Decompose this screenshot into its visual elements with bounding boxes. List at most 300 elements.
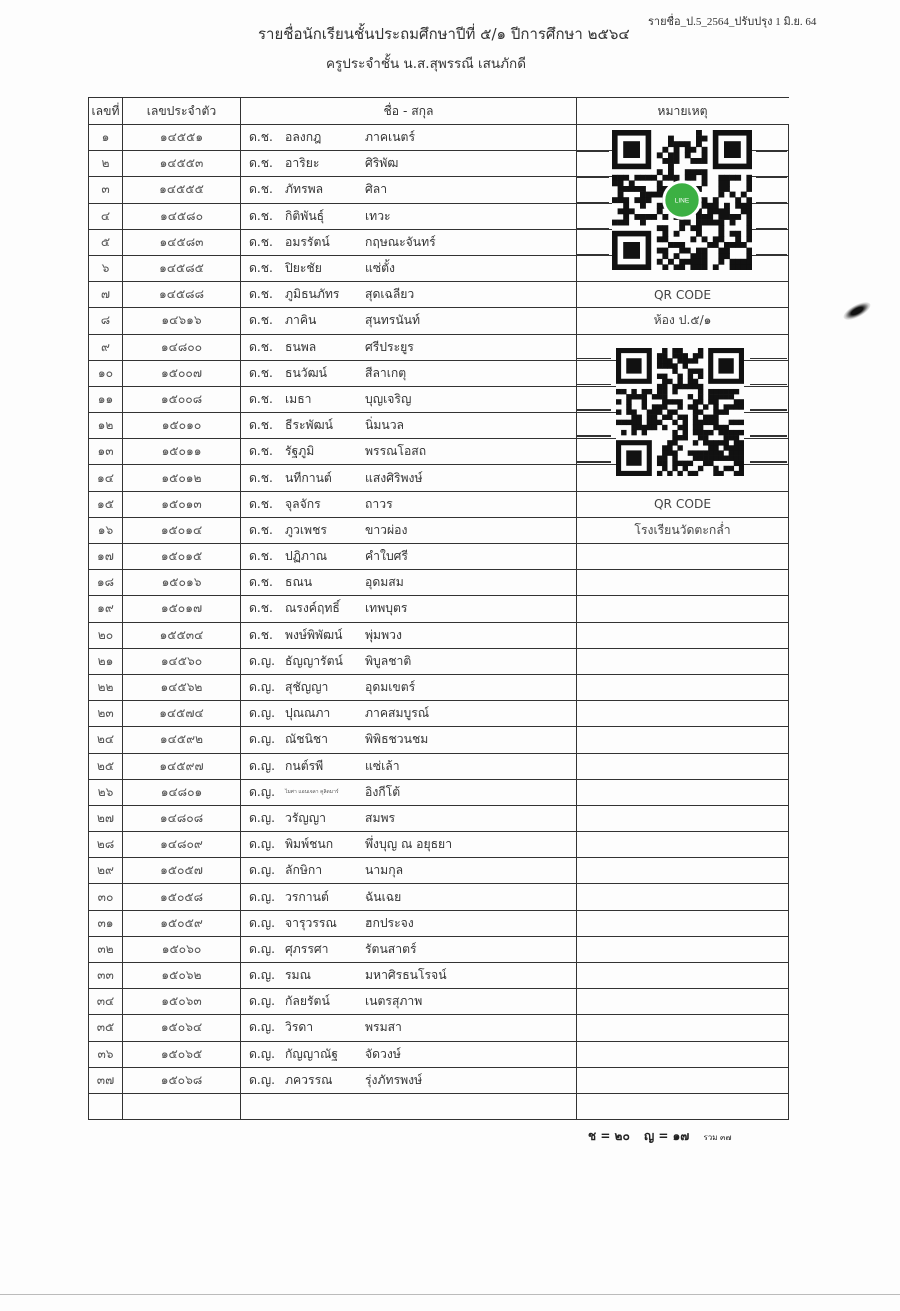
qr-module [690,225,696,231]
qr-module [662,147,668,153]
qr-module [662,353,667,358]
qr-module [735,197,741,203]
row-divider-stub [756,254,787,255]
qr-module [703,461,708,466]
qr-module [662,415,667,420]
qr-module [698,353,703,358]
qr-module [657,358,662,363]
qr-module [679,225,685,231]
qr-module [735,242,741,248]
qr-module [679,242,685,248]
qr-finder-pattern [619,443,650,474]
qr-module [631,425,636,430]
student-id: ๑๔๕๘๓ [123,229,241,255]
qr-module [616,420,621,425]
qr-module [735,231,741,237]
student-name [241,386,577,412]
qr-module [683,466,688,471]
qr-module [746,259,752,265]
student-number: ๖ [89,255,123,281]
qr-module [703,430,708,435]
qr-module [718,186,724,192]
last-name: ขาวผ่อง [365,522,408,537]
qr-module [657,404,662,409]
qr-module [667,379,672,384]
qr-module [696,253,702,259]
qr-module [702,158,708,164]
qr-module [685,147,691,153]
student-number: ๓๕ [89,1015,123,1041]
qr-module [696,158,702,164]
qr-module [618,186,624,192]
name-prefix: ด.ช. [249,234,273,249]
student-id: ๑๕๐๑๕ [123,544,241,570]
remark-cell: QR CODE [577,491,789,517]
remark-cell [577,570,789,596]
qr-module [718,471,723,476]
qr-module [698,430,703,435]
qr-module [746,197,752,203]
qr-module [702,136,708,142]
header-remark: หมายเหตุ [577,98,789,125]
qr-module [698,435,703,440]
qr-module [677,353,682,358]
student-name [241,570,577,596]
qr-finder-pattern [615,234,649,268]
qr-module [739,445,744,450]
qr-module [642,389,647,394]
qr-module [746,180,752,186]
qr-module [657,236,663,242]
qr-module [672,420,677,425]
qr-module [662,456,667,461]
student-name [241,622,577,648]
first-name: ธนวัฒน์ [285,365,327,380]
qr-module [674,242,680,248]
last-name: ถาวร [365,496,393,511]
qr-module [667,363,672,368]
student-id: ๑๕๐๑๐ [123,413,241,439]
last-name: นามกุล [365,863,404,878]
qr-module [746,253,752,259]
qr-module [688,450,693,455]
first-name: ภควรรณ [285,1072,333,1087]
qr-module [672,461,677,466]
qr-module [746,248,752,254]
qr-module [739,430,744,435]
name-prefix: ด.ญ. [249,994,276,1009]
first-name: ภูวเพชร [285,522,327,537]
remark-cell [577,1067,789,1093]
last-name: เทวะ [365,208,391,223]
qr-module [696,231,702,237]
name-prefix: ด.ญ. [249,680,276,695]
qr-module [677,445,682,450]
school-qr-code [616,348,744,476]
first-name: อมรรัตน์ [285,234,330,249]
name-prefix: ด.ช. [249,627,273,642]
last-name: ฉันเฉย [365,889,402,904]
qr-module [634,186,640,192]
qr-module [693,440,698,445]
qr-module [668,164,674,170]
qr-module [685,259,691,265]
last-name: ฮกประจง [365,915,414,930]
remark-cell [577,910,789,936]
qr-module [674,175,680,181]
qr-module [677,374,682,379]
name-prefix: ด.ญ. [249,915,276,930]
student-number [89,1093,123,1119]
qr-module [739,440,744,445]
qr-module [739,450,744,455]
qr-module [623,203,629,209]
student-name [241,255,577,281]
qr-module [718,456,723,461]
qr-module [724,466,729,471]
qr-module [718,253,724,259]
qr-module [724,203,730,209]
remark-cell [577,1041,789,1067]
qr-module [618,175,624,181]
qr-module [677,384,682,389]
qr-module [746,264,752,270]
qr-module [703,456,708,461]
last-name: สุนทรนันท์ [365,313,421,328]
name-prefix: ด.ช. [249,575,273,590]
qr-module [718,409,723,414]
first-name: ธนพล [285,339,317,354]
remark-cell [577,1015,789,1041]
first-name: ภูมิธนภัทร [285,287,340,302]
table-row [89,779,789,805]
qr-module [734,404,739,409]
qr-module [657,420,662,425]
qr-module [718,192,724,198]
student-id: ๑๕๐๑๗ [123,596,241,622]
row-divider-stub [750,435,787,436]
table-row [89,910,789,936]
qr-module [713,425,718,430]
last-name: จัดวงษ์ [365,1046,401,1061]
name-prefix: ด.ญ. [249,863,276,878]
last-name: พรรณโอสถ [365,444,427,459]
qr-module [730,231,736,237]
qr-module [683,435,688,440]
table-row [89,648,789,674]
qr-module [730,242,736,248]
qr-module [667,399,672,404]
student-number: ๓๒ [89,936,123,962]
student-id: ๑๕๐๑๖ [123,570,241,596]
table-row [89,622,789,648]
first-name: รมณ [285,968,311,983]
last-name: เนตรสุภาพ [365,994,423,1009]
qr-module [713,466,718,471]
qr-module [662,374,667,379]
student-id: ๑๕๐๑๓ [123,491,241,517]
qr-module [667,440,672,445]
name-prefix: ด.ช. [249,522,273,537]
row-divider-stub [577,358,611,359]
qr-module [734,445,739,450]
qr-module [674,264,680,270]
qr-module [693,456,698,461]
qr-module [746,231,752,237]
student-number: ๒๘ [89,832,123,858]
qr-module [618,192,624,198]
last-name: พรมสา [365,1020,402,1035]
student-name [241,1041,577,1067]
qr-module [718,259,724,265]
scan-edge-line [0,1294,900,1295]
qr-module [662,461,667,466]
qr-module [688,368,693,373]
qr-module [698,466,703,471]
row-divider-stub [577,461,611,462]
qr-module [698,425,703,430]
student-name [241,177,577,203]
qr-finder-pattern [619,351,650,382]
qr-module [672,456,677,461]
last-name: บุญเจริญ [365,391,412,406]
line-badge-text: LINE [674,197,690,205]
qr-module [696,225,702,231]
first-name: รัฐภูมิ [285,444,315,459]
student-name [241,1015,577,1041]
student-name [241,910,577,936]
qr-module [702,236,708,242]
student-number: ๑๘ [89,570,123,596]
qr-module [724,389,729,394]
student-number: ๒๗ [89,805,123,831]
student-name [241,1093,577,1119]
qr-module [667,415,672,420]
qr-module [640,192,646,198]
qr-module [693,404,698,409]
qr-module [696,136,702,142]
qr-module [724,242,730,248]
qr-module [698,389,703,394]
name-prefix: ด.ญ. [249,1046,276,1061]
qr-module [724,430,729,435]
qr-module [640,175,646,181]
qr-module [683,384,688,389]
remark-cell [577,701,789,727]
name-prefix: ด.ช. [249,261,273,276]
last-name: คำใบศรี [365,549,408,564]
qr-module [724,456,729,461]
remark-cell: ห้อง ป.๕/๑ [577,308,789,334]
qr-module [674,141,680,147]
qr-module [662,236,668,242]
qr-module [693,415,698,420]
student-number: ๕ [89,229,123,255]
name-prefix: ด.ช. [249,365,273,380]
line-logo-icon [664,182,700,218]
qr-module [707,208,713,214]
student-name [241,229,577,255]
qr-module [741,203,747,209]
table-row [89,1015,789,1041]
table-row [89,491,789,517]
qr-module [734,430,739,435]
qr-module [693,368,698,373]
qr-module [730,220,736,226]
student-id [123,1093,241,1119]
last-name: กฤษณะจันทร์ [365,234,436,249]
qr-module [703,450,708,455]
ink-smudge [841,299,873,324]
name-prefix: ด.ญ. [249,810,276,825]
name-prefix: ด.ช. [249,601,273,616]
qr-module [724,208,730,214]
name-prefix: ด.ช. [249,287,273,302]
qr-module [618,180,624,186]
qr-module [729,445,734,450]
name-prefix: ด.ช. [249,156,273,171]
qr-module [662,425,667,430]
qr-module [724,404,729,409]
first-name: ปฏิภาณ [285,549,328,564]
qr-module [623,186,629,192]
qr-module [708,420,713,425]
qr-module [702,264,708,270]
student-number: ๓๑ [89,910,123,936]
qr-module [674,147,680,153]
qr-module [708,389,713,394]
remark-cell [577,989,789,1015]
student-name [241,282,577,308]
student-number: ๑๑ [89,386,123,412]
qr-module [734,440,739,445]
student-name [241,727,577,753]
qr-module [698,450,703,455]
qr-module [693,471,698,476]
qr-module [623,208,629,214]
qr-module [739,461,744,466]
student-number: ๑๔ [89,465,123,491]
qr-module [713,242,719,248]
qr-module [746,214,752,220]
table-row [89,282,789,308]
qr-module [734,471,739,476]
qr-module [698,394,703,399]
student-name [241,701,577,727]
qr-module [662,384,667,389]
qr-module [629,208,635,214]
student-number: ๒๔ [89,727,123,753]
qr-module [724,394,729,399]
document-reference: รายชื่อ_ป.5_2564_ปรับปรุง 1 มิ.ย. 64 [648,16,817,28]
last-name: ศิลา [365,182,388,197]
qr-module [693,409,698,414]
qr-module [657,208,663,214]
name-prefix: ด.ช. [249,470,273,485]
qr-module [652,425,657,430]
last-name: อิงกีโต้ [365,784,401,799]
qr-module [662,358,667,363]
qr-module [672,348,677,353]
qr-module [677,471,682,476]
name-prefix: ด.ญ. [249,968,276,983]
qr-module [724,253,730,259]
qr-module [652,404,657,409]
remark-cell [577,727,789,753]
first-name: เมธา [285,391,312,406]
name-prefix: ด.ช. [249,418,273,433]
last-name: แซ่ตั้ง [365,261,395,276]
qr-module [679,264,685,270]
qr-module [729,450,734,455]
row-divider-stub [577,176,609,177]
qr-module [734,461,739,466]
student-name [241,334,577,360]
qr-module [662,175,668,181]
qr-module [707,242,713,248]
qr-module [713,415,718,420]
qr-module [702,197,708,203]
qr-module [696,169,702,175]
last-name: เทพบุตร [365,601,408,616]
row-divider-stub [750,409,787,410]
qr-module [672,363,677,368]
qr-module [623,214,629,220]
qr-module [677,348,682,353]
qr-module [626,394,631,399]
gender-summary [588,1127,742,1146]
first-name: พิมพ์ชนก [285,837,334,852]
qr-module [679,220,685,226]
row-divider-stub [756,228,787,229]
qr-module [629,186,635,192]
name-prefix: ด.ช. [249,313,273,328]
qr-module [708,440,713,445]
qr-module [718,175,724,181]
table-row [89,674,789,700]
qr-module [724,186,730,192]
qr-module [746,175,752,181]
qr-module [657,374,662,379]
qr-module [707,203,713,209]
qr-module [702,220,708,226]
qr-module [688,404,693,409]
student-number: ๓๗ [89,1067,123,1093]
qr-module [713,445,718,450]
student-id: ๑๕๐๕๘ [123,884,241,910]
qr-module [631,389,636,394]
qr-module [629,180,635,186]
qr-module [690,158,696,164]
qr-module [708,430,713,435]
qr-module [657,384,662,389]
qr-module [662,404,667,409]
qr-module [662,158,668,164]
remark-cell [577,884,789,910]
qr-module [612,197,618,203]
girls-count: ญ = ๑๗ [643,1129,690,1143]
qr-module [647,389,652,394]
qr-module [713,394,718,399]
qr-module [718,180,724,186]
qr-module [702,147,708,153]
student-number: ๒๐ [89,622,123,648]
last-name: พึ่งบุญ ณ อยุธยา [365,837,453,852]
student-name [241,465,577,491]
table-row [89,701,789,727]
qr-module [662,253,668,259]
qr-module [735,264,741,270]
